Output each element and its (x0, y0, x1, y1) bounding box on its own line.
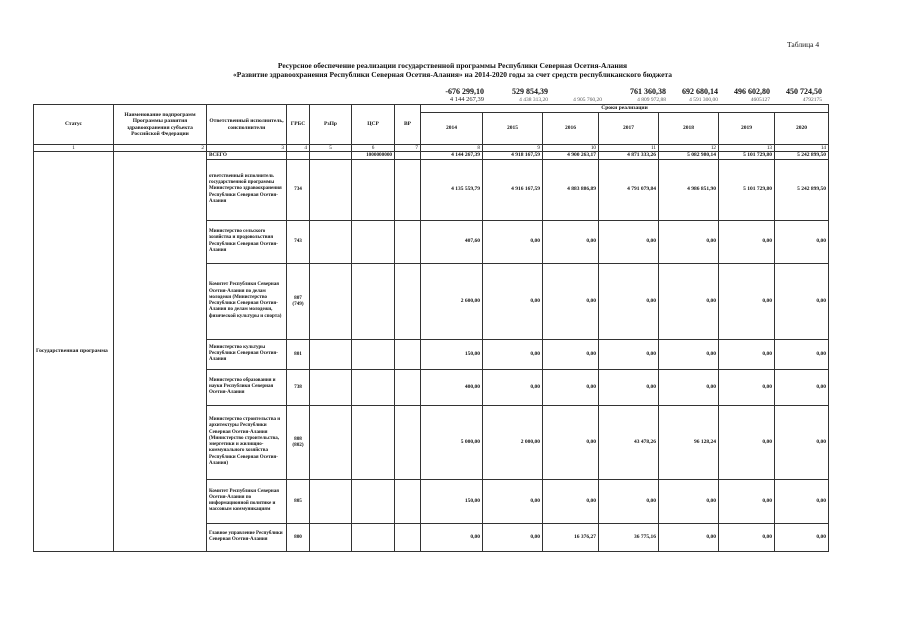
top-subvalue-2018: 4 591 300,00 (689, 97, 718, 103)
dept-name: Министерство сельского хозяйства и продовольствия Республики Северная Осетия-Алания (207, 220, 287, 263)
row-value: 5 101 729,80 (719, 159, 775, 220)
row-value: 150,00 (421, 339, 483, 369)
column-index: 4 (287, 145, 310, 152)
row-value: 0,00 (775, 263, 829, 339)
header-grbs: ГРБС (287, 105, 310, 145)
column-index: 3 (207, 145, 287, 152)
header-terms: Сроки реализации (421, 105, 829, 113)
dept-name: Министерство строительства и архитектуры Республики Северная Осетия-Алания (Министерство строительства, энергетики и жилищно-коммунального хозяйства Республики Северная Осетия-Алания) (207, 405, 287, 479)
top-subvalue-2014: 4 144 267,39 (449, 96, 484, 103)
row-value: 2 600,00 (421, 263, 483, 339)
column-index: 7 (395, 145, 421, 152)
header-year: 2014 (421, 113, 483, 145)
total-row (34, 152, 829, 159)
row-value: 0,00 (659, 369, 719, 405)
column-index: 8 (421, 145, 483, 152)
column-index: 12 (659, 145, 719, 152)
row-value: 4 883 886,89 (543, 159, 599, 220)
header-year: 2016 (543, 113, 599, 145)
row-value: 0,00 (599, 369, 659, 405)
row-value: 0,00 (543, 263, 599, 339)
header-responsible: Ответственный исполнитель, соисполнители (207, 105, 287, 145)
row-value: 0,00 (543, 405, 599, 479)
row-value: 407,60 (421, 220, 483, 263)
dept-name: Министерство культуры Республики Северная Осетия-Алания (207, 339, 287, 369)
table-caption: Таблица 4 (787, 40, 820, 49)
header-year: 2019 (719, 113, 775, 145)
document-title-line-2: «Развитие здравоохранения Республики Северная Осетия-Алания» на 2014-2020 годы за счет средств республиканского бюджета (233, 70, 672, 79)
header-status: Статус (34, 105, 114, 145)
row-value: 0,00 (719, 369, 775, 405)
total-value: 4 144 267,39 (421, 152, 483, 159)
total-value: 5 101 729,80 (719, 152, 775, 159)
row-value: 0,00 (483, 220, 543, 263)
total-value: 4 871 333,26 (599, 152, 659, 159)
row-value: 0,00 (659, 263, 719, 339)
row-value: 0,00 (719, 263, 775, 339)
row-value: 0,00 (599, 220, 659, 263)
row-value: 0,00 (775, 523, 829, 551)
top-subvalue-2017: 4 809 972,88 (637, 97, 666, 103)
row-value: 0,00 (483, 369, 543, 405)
top-value-2017: 761 360,38 (630, 87, 666, 96)
dept-grbs: 743 (287, 220, 310, 263)
header-year: 2017 (599, 113, 659, 145)
row-value: 0,00 (719, 405, 775, 479)
top-value-2015: 529 854,39 (512, 87, 548, 96)
column-index: 9 (483, 145, 543, 152)
column-index: 14 (775, 145, 829, 152)
dept-grbs: 800 (287, 523, 310, 551)
total-value: 5 082 980,14 (659, 152, 719, 159)
column-index: 11 (599, 145, 659, 152)
row-value: 0,00 (659, 339, 719, 369)
row-value: 0,00 (599, 479, 659, 523)
row-value: 4 916 167,59 (483, 159, 543, 220)
row-value: 0,00 (719, 523, 775, 551)
dept-name: Главное управление Республики Северная Осетия-Алания (207, 523, 287, 551)
document-title-line-1: Ресурсное обеспечение реализации государственной программы Республики Северная Осетия-Алания (277, 61, 628, 70)
header-year: 2015 (483, 113, 543, 145)
row-value: 0,00 (775, 479, 829, 523)
row-value: 0,00 (421, 523, 483, 551)
row-value: 4 135 559,79 (421, 159, 483, 220)
dept-name: Комитет Республики Северная Осетия-Алания по делам молодежи (Министерство Республики Северная Осетия-Алания по делам молодежи, физической культуры и спорта) (207, 263, 287, 339)
column-index: 6 (352, 145, 395, 152)
total-csr: 1000000000 (352, 152, 395, 159)
status-cell: Государственная программа (34, 152, 114, 551)
dept-grbs: 805 (287, 479, 310, 523)
column-index: 10 (543, 145, 599, 152)
row-value: 0,00 (483, 479, 543, 523)
subprogram-cell (114, 152, 207, 551)
row-value: 0,00 (659, 479, 719, 523)
row-value: 43 478,26 (599, 405, 659, 479)
row-value: 0,00 (659, 220, 719, 263)
total-value: 4 918 167,59 (483, 152, 543, 159)
row-value: 5 000,00 (421, 405, 483, 479)
top-subvalue-2016: 4 905 760,20 (573, 97, 602, 103)
row-value: 4 986 851,90 (659, 159, 719, 220)
dept-grbs: 738 (287, 369, 310, 405)
resource-table (33, 104, 829, 552)
total-value: 5 242 899,50 (775, 152, 829, 159)
row-value: 0,00 (775, 220, 829, 263)
top-value-2019: 496 602,80 (734, 87, 770, 96)
header-year: 2018 (659, 113, 719, 145)
top-value-2018: 692 680,14 (682, 87, 718, 96)
row-value: 0,00 (483, 339, 543, 369)
dept-name: Министерство образования и науки Республики Северная Осетия-Алания (207, 369, 287, 405)
row-value: 0,00 (483, 263, 543, 339)
header-subprogram: Наименование подпрограмм Программы развития здравоохранения субъекта Российской Федерации (114, 105, 207, 145)
dept-grbs: 807 (749) (287, 263, 310, 339)
row-value: 0,00 (599, 339, 659, 369)
row-value: 0,00 (543, 479, 599, 523)
dept-name: Комитет Республики Северная Осетия-Алания по информационной политике и массовым коммуникациям (207, 479, 287, 523)
row-value: 0,00 (483, 523, 543, 551)
top-value-2020: 450 724,50 (786, 87, 822, 96)
row-value: 0,00 (775, 339, 829, 369)
row-value: 36 775,16 (599, 523, 659, 551)
row-value: 0,00 (719, 339, 775, 369)
total-label: ВСЕГО (207, 152, 287, 159)
row-value: 150,00 (421, 479, 483, 523)
top-value-2014: -676 299,10 (445, 87, 484, 96)
row-value: 16 376,27 (543, 523, 599, 551)
header-vr: ВР (395, 105, 421, 145)
row-value: 0,00 (719, 220, 775, 263)
row-value: 5 242 899,50 (775, 159, 829, 220)
row-value: 96 128,24 (659, 405, 719, 479)
row-value: 0,00 (543, 339, 599, 369)
row-value: 0,00 (659, 523, 719, 551)
dept-grbs: 734 (287, 159, 310, 220)
row-value: 0,00 (543, 369, 599, 405)
header-csr: ЦСР (352, 105, 395, 145)
dept-grbs: 808 (802) (287, 405, 310, 479)
dept-name: ответственный исполнитель государственной программы Министерство здравоохранения Республики Северная Осетия-Алания (207, 159, 287, 220)
dept-grbs: 801 (287, 339, 310, 369)
column-index: 5 (310, 145, 352, 152)
row-value: 0,00 (775, 369, 829, 405)
top-subvalue-2015: 4 438 313,20 (519, 97, 548, 103)
header-rzpr: РзПр (310, 105, 352, 145)
row-value: 2 000,00 (483, 405, 543, 479)
total-value: 4 900 263,17 (543, 152, 599, 159)
column-index: 1 (34, 145, 114, 152)
column-index: 2 (114, 145, 207, 152)
top-subvalue-2019: 4605127 (750, 97, 770, 103)
row-value: 0,00 (775, 405, 829, 479)
row-value: 0,00 (599, 263, 659, 339)
column-index: 13 (719, 145, 775, 152)
row-value: 0,00 (543, 220, 599, 263)
top-subvalue-2020: 4792175 (802, 97, 822, 103)
row-value: 0,00 (719, 479, 775, 523)
header-year: 2020 (775, 113, 829, 145)
row-value: 4 791 079,84 (599, 159, 659, 220)
column-index-row (34, 145, 829, 152)
row-value: 400,00 (421, 369, 483, 405)
